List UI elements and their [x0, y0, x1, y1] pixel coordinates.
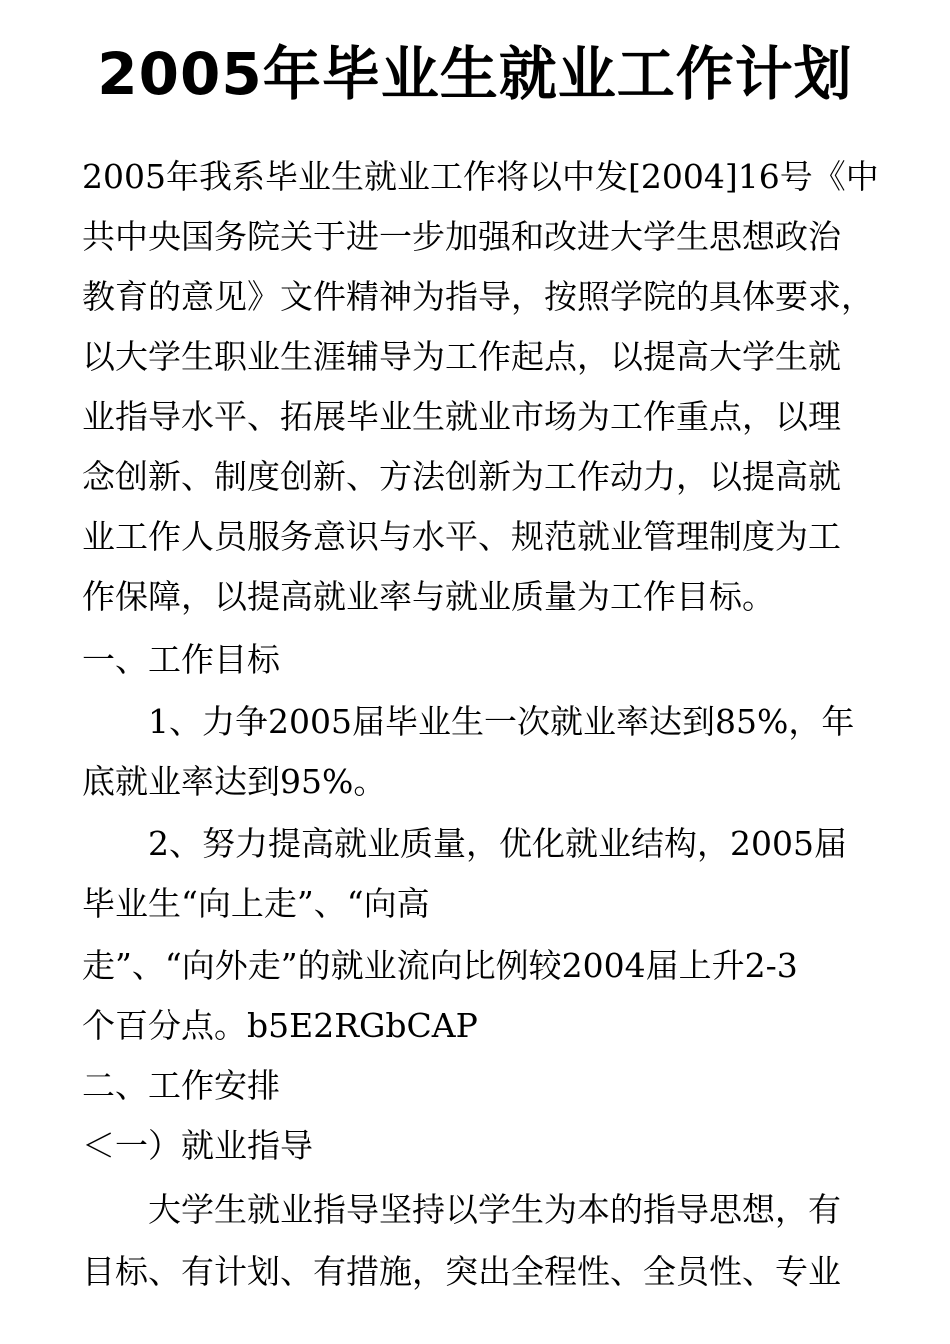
section-heading-arrangements: 二、工作安排	[82, 1066, 280, 1105]
goal-2-line-3: 走”、“向外走”的就业流向比例较2004届上升2-3	[82, 946, 798, 985]
intro-line-4: 以大学生职业生涯辅导为工作起点，以提高大学生就	[82, 337, 841, 376]
goal-2-line-4: 个百分点。b5E2RGbCAP	[82, 1006, 478, 1045]
goal-1-line-2: 底就业率达到95%。	[82, 762, 387, 801]
intro-line-1: 2005年我系毕业生就业工作将以中发[2004]16号《中	[82, 157, 879, 196]
subsection-heading-guidance: ＜一）就业指导	[82, 1126, 313, 1165]
goal-2-line-2: 毕业生“向上走”、“向高	[82, 884, 430, 923]
document-title: 2005年毕业生就业工作计划	[97, 40, 853, 108]
goal-2-line-1: 2、努力提高就业质量，优化就业结构，2005届	[148, 824, 847, 863]
intro-line-2: 共中央国务院关于进一步加强和改进大学生思想政治	[82, 217, 841, 256]
intro-line-3: 教育的意见》文件精神为指导，按照学院的具体要求，	[82, 277, 874, 316]
intro-line-7: 业工作人员服务意识与水平、规范就业管理制度为工	[82, 517, 841, 556]
guidance-line-1: 大学生就业指导坚持以学生为本的指导思想，有	[148, 1190, 841, 1229]
section-heading-goals: 一、工作目标	[82, 640, 280, 679]
intro-line-5: 业指导水平、拓展毕业生就业市场为工作重点，以理	[82, 397, 841, 436]
goal-1-line-1: 1、力争2005届毕业生一次就业率达到85%，年	[148, 702, 855, 741]
intro-line-6: 念创新、制度创新、方法创新为工作动力，以提高就	[82, 457, 841, 496]
guidance-line-2: 目标、有计划、有措施，突出全程性、全员性、专业	[82, 1252, 841, 1291]
intro-line-8: 作保障，以提高就业率与就业质量为工作目标。	[82, 577, 775, 616]
